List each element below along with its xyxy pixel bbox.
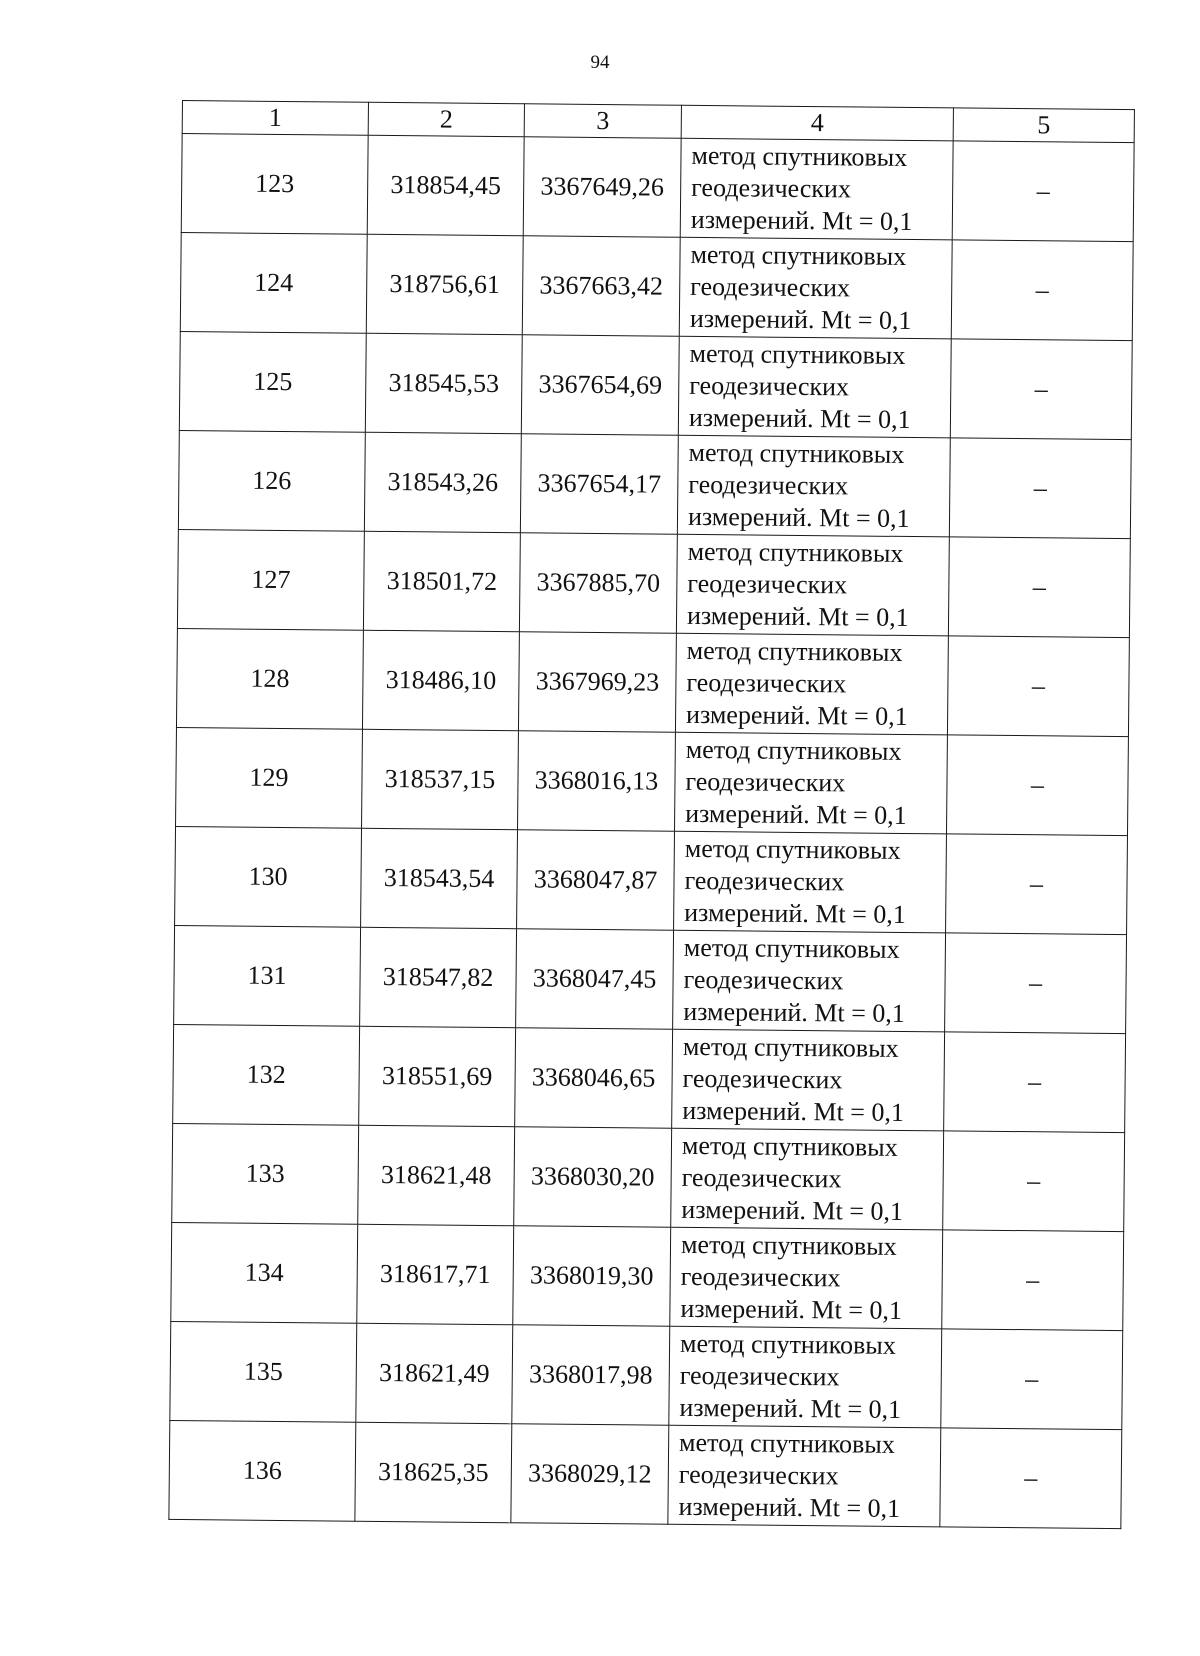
table-row <box>170 1321 1123 1429</box>
table-row <box>169 1420 1122 1528</box>
x-coordinate-cell: 318537,15 <box>362 729 519 829</box>
note-cell: – <box>950 339 1132 440</box>
method-line: метод спутниковых <box>687 536 904 568</box>
method-line: геодезических <box>682 1063 843 1095</box>
x-coordinate-cell: 318625,35 <box>355 1422 512 1522</box>
method-line: метод спутниковых <box>679 1328 896 1360</box>
x-coordinate-cell: 318543,54 <box>361 828 518 928</box>
table-row <box>172 1123 1125 1231</box>
column-header-1: 1 <box>182 101 368 136</box>
method-line: геодезических <box>684 865 845 897</box>
x-coordinate-cell: 318543,26 <box>364 432 521 532</box>
method-cell <box>671 1128 944 1230</box>
method-line: геодезических <box>685 766 846 798</box>
note-cell: – <box>942 1230 1124 1331</box>
note-cell: – <box>946 834 1128 935</box>
note-cell: – <box>949 438 1131 539</box>
x-coordinate-cell: 318547,82 <box>360 927 517 1027</box>
method-cell <box>675 633 948 735</box>
table-row <box>176 628 1129 736</box>
point-number-cell: 123 <box>181 134 368 235</box>
point-number-cell: 133 <box>172 1123 359 1224</box>
method-line: измерений. Mt = 0,1 <box>679 1392 902 1424</box>
table-body <box>169 134 1134 1529</box>
method-line: измерений. Mt = 0,1 <box>681 1194 904 1226</box>
y-coordinate-cell: 3368019,30 <box>513 1226 671 1327</box>
method-cell <box>674 831 947 933</box>
method-line: метод спутниковых <box>682 1031 899 1063</box>
method-line: геодезических <box>678 1459 839 1491</box>
method-cell <box>676 534 949 636</box>
method-line: метод спутниковых <box>689 338 906 370</box>
note-cell: – <box>952 141 1134 242</box>
method-line: измерений. Mt = 0,1 <box>689 303 912 336</box>
x-coordinate-cell: 318756,61 <box>366 234 523 334</box>
x-coordinate-cell: 318617,71 <box>357 1224 514 1324</box>
y-coordinate-cell: 3367885,70 <box>519 533 677 634</box>
point-number-cell: 132 <box>173 1024 360 1125</box>
table-row <box>173 1024 1126 1132</box>
method-line: геодезических <box>686 667 847 699</box>
table-row <box>181 134 1134 242</box>
method-line: геодезических <box>680 1261 841 1293</box>
method-cell <box>672 1029 945 1131</box>
column-header-4: 4 <box>681 105 953 141</box>
table-row <box>179 331 1132 439</box>
table-row <box>177 529 1130 637</box>
y-coordinate-cell: 3368017,98 <box>512 1325 670 1426</box>
method-line: метод спутниковых <box>685 734 902 766</box>
method-line: измерений. Mt = 0,1 <box>687 501 910 534</box>
method-cell <box>677 435 950 537</box>
method-line: измерений. Mt = 0,1 <box>690 204 913 237</box>
note-cell: – <box>947 636 1129 737</box>
method-cell <box>678 336 951 438</box>
method-cell <box>675 732 948 834</box>
y-coordinate-cell: 3367663,42 <box>522 236 680 337</box>
point-number-cell: 134 <box>171 1222 358 1323</box>
method-line: измерений. Mt = 0,1 <box>678 1491 901 1523</box>
table-row <box>178 430 1131 538</box>
y-coordinate-cell: 3367654,69 <box>521 335 679 436</box>
table-row <box>175 826 1128 934</box>
method-cell <box>670 1227 943 1329</box>
y-coordinate-cell: 3367654,17 <box>520 434 678 535</box>
x-coordinate-cell: 318501,72 <box>363 531 520 631</box>
page-number: 94 <box>590 52 610 73</box>
note-cell: – <box>946 735 1128 836</box>
method-line: геодезических <box>687 568 848 600</box>
x-coordinate-cell: 318545,53 <box>365 333 522 433</box>
method-line: геодезических <box>681 1162 842 1194</box>
method-line: измерений. Mt = 0,1 <box>685 798 907 830</box>
point-number-cell: 127 <box>177 529 364 630</box>
column-header-2: 2 <box>368 102 524 136</box>
point-number-cell: 125 <box>179 331 366 432</box>
method-line: метод спутниковых <box>684 833 901 865</box>
table-row <box>171 1222 1124 1330</box>
method-line: метод спутниковых <box>680 1229 897 1261</box>
method-cell <box>668 1425 941 1527</box>
x-coordinate-cell: 318621,49 <box>356 1323 513 1423</box>
note-cell: – <box>940 1428 1122 1529</box>
point-number-cell: 130 <box>175 826 362 927</box>
note-cell: – <box>948 537 1130 638</box>
y-coordinate-cell: 3368047,45 <box>516 929 674 1030</box>
point-number-cell: 124 <box>180 232 367 333</box>
note-cell: – <box>944 1032 1126 1133</box>
method-cell <box>669 1326 942 1428</box>
method-cell <box>679 237 952 339</box>
point-number-cell: 131 <box>174 925 361 1026</box>
point-number-cell: 128 <box>176 628 363 729</box>
point-number-cell: 136 <box>169 1420 356 1521</box>
column-header-3: 3 <box>524 104 681 139</box>
method-line: геодезических <box>691 172 852 204</box>
method-line: метод спутниковых <box>690 239 907 271</box>
y-coordinate-cell: 3368047,87 <box>517 830 675 931</box>
table-row <box>180 232 1133 340</box>
method-line: геодезических <box>689 370 850 402</box>
note-cell: – <box>941 1329 1123 1430</box>
method-line: измерений. Mt = 0,1 <box>682 1095 905 1127</box>
method-line: геодезических <box>683 964 844 996</box>
point-number-cell: 135 <box>170 1321 357 1422</box>
method-line: измерений. Mt = 0,1 <box>685 699 908 731</box>
x-coordinate-cell: 318551,69 <box>359 1026 516 1126</box>
y-coordinate-cell: 3367969,23 <box>518 632 676 733</box>
method-line: измерений. Mt = 0,1 <box>684 897 906 929</box>
table-row <box>176 727 1129 835</box>
y-coordinate-cell: 3368030,20 <box>514 1127 672 1228</box>
method-cell <box>673 930 946 1032</box>
method-line: геодезических <box>679 1360 840 1392</box>
note-cell: – <box>951 240 1133 341</box>
x-coordinate-cell: 318621,48 <box>358 1125 515 1225</box>
method-line: измерений. Mt = 0,1 <box>686 600 909 632</box>
table-row <box>174 925 1127 1033</box>
point-number-cell: 126 <box>178 430 365 531</box>
method-line: метод спутниковых <box>681 1130 898 1162</box>
point-number-cell: 129 <box>176 727 363 828</box>
method-line: измерений. Mt = 0,1 <box>683 996 906 1028</box>
method-line: метод спутниковых <box>691 140 908 172</box>
method-line: геодезических <box>688 469 849 501</box>
note-cell: – <box>943 1131 1125 1232</box>
y-coordinate-cell: 3368029,12 <box>511 1424 669 1525</box>
method-cell <box>680 138 953 240</box>
y-coordinate-cell: 3368046,65 <box>515 1028 673 1129</box>
method-line: метод спутниковых <box>683 932 900 964</box>
method-line: геодезических <box>690 271 851 303</box>
method-line: измерений. Mt = 0,1 <box>688 402 911 435</box>
y-coordinate-cell: 3367649,26 <box>523 137 681 238</box>
method-line: измерений. Mt = 0,1 <box>680 1293 903 1325</box>
y-coordinate-cell: 3368016,13 <box>518 731 676 832</box>
note-cell: – <box>945 933 1127 1034</box>
x-coordinate-cell: 318486,10 <box>362 630 519 730</box>
column-header-5: 5 <box>953 108 1134 143</box>
x-coordinate-cell: 318854,45 <box>367 135 524 235</box>
method-line: метод спутниковых <box>688 437 905 469</box>
method-line: метод спутниковых <box>678 1427 895 1459</box>
coordinates-table <box>168 100 1135 1529</box>
method-line: метод спутниковых <box>686 635 903 667</box>
